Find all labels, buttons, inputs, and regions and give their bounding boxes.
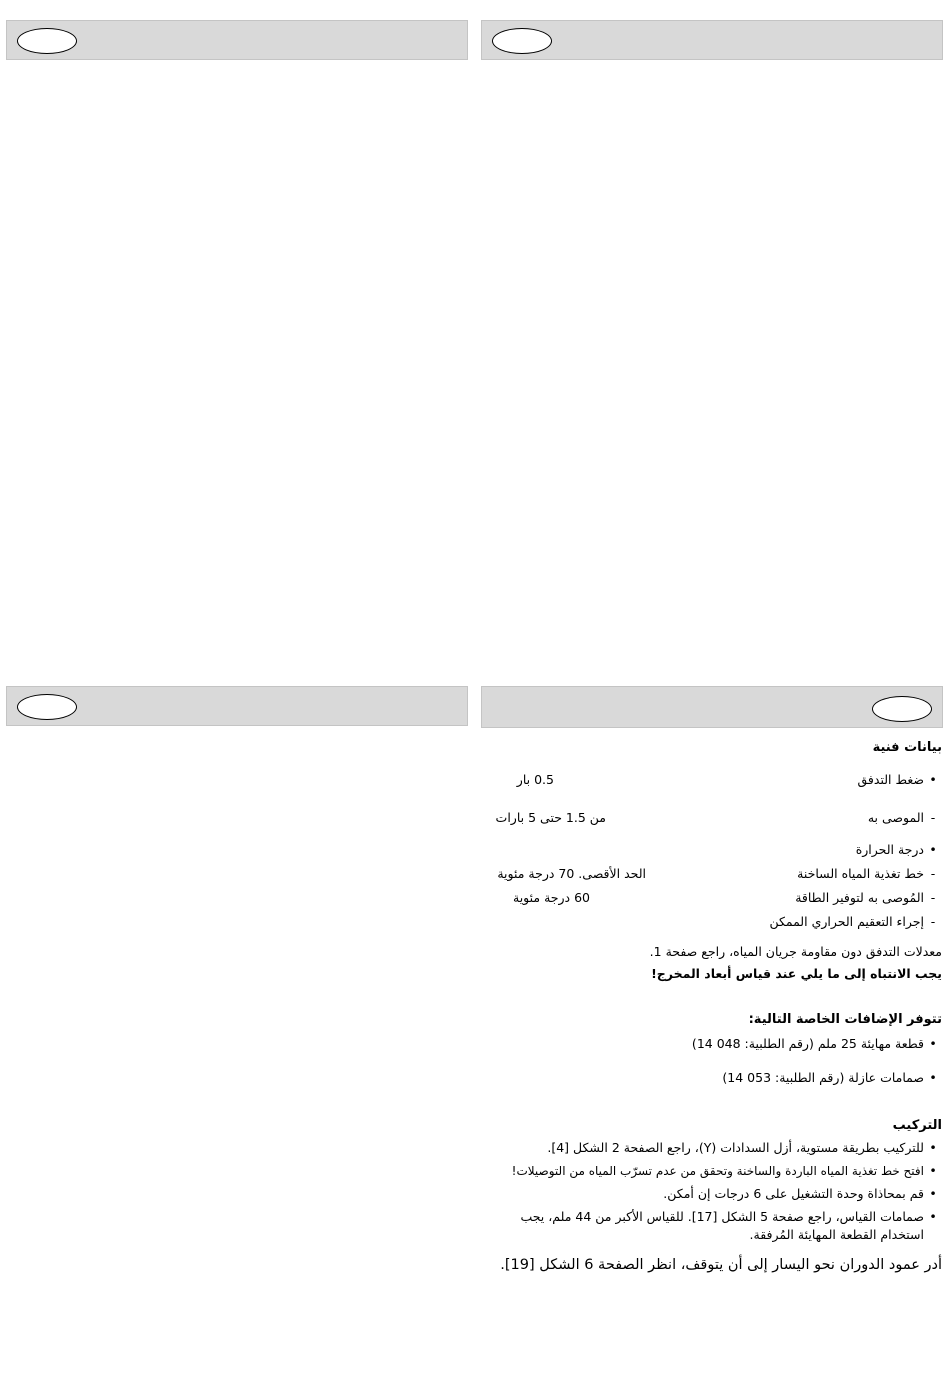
bullet-icon: • <box>929 1186 937 1201</box>
recommended-label: الموصى به <box>867 810 924 825</box>
hot-line-row <box>482 865 942 883</box>
energy-row <box>482 889 942 907</box>
dash-icon: - <box>930 810 936 825</box>
accessory-adapter: قطعة مهايئة 25 ملم (رقم الطلبية: 048 14) <box>691 1036 924 1051</box>
language-badge-oval <box>872 696 932 722</box>
bullet-icon: • <box>929 1036 937 1051</box>
accessory-item <box>482 1035 942 1053</box>
language-badge-oval <box>17 28 77 54</box>
temperature-row <box>482 841 942 859</box>
bullet-icon: • <box>929 842 937 857</box>
arabic-content <box>482 739 942 1274</box>
energy-label: المُوصى به لتوفير الطاقة <box>795 890 924 905</box>
dash-icon: - <box>930 914 936 929</box>
install-step <box>482 1208 942 1244</box>
dash-icon: - <box>930 890 936 905</box>
header-bar-bottom-right <box>481 686 943 728</box>
language-badge-oval <box>492 28 552 54</box>
flow-rate-note: معدلات التدفق دون مقاومة جريان المياه، راجع صفحة 1. <box>649 944 942 959</box>
bullet-icon: • <box>929 772 937 787</box>
temperature-label: درجة الحرارة <box>855 842 924 857</box>
install-step-3: قم بمحاذاة وحدة التشغيل على 6 درجات إن أمكن. <box>663 1186 924 1201</box>
header-bar-top-right <box>481 20 943 60</box>
outlet-warning: يجب الانتباه إلى ما يلي عند قياس أبعاد المخرج! <box>651 966 942 981</box>
tech-data-title: بيانات فنية <box>872 740 942 755</box>
flow-pressure-value: 0.5 بار <box>516 772 554 787</box>
header-bar-bottom-left <box>6 686 468 726</box>
flow-pressure-label: ضغط التدفق <box>857 772 924 787</box>
installation-title: التركيب <box>892 1118 942 1133</box>
bullet-icon: • <box>929 1163 937 1178</box>
hot-line-max: الحد الأقصى. 70 درجة مئوية <box>497 866 646 881</box>
install-step <box>482 1139 942 1157</box>
dash-icon: - <box>930 866 936 881</box>
accessories-title: تتوفر الإضافات الخاصة التالية: <box>748 1012 942 1027</box>
install-step <box>482 1162 942 1180</box>
header-bar-top-left <box>6 20 468 60</box>
accessory-item <box>482 1069 942 1087</box>
hot-line-label: خط تغذية المياه الساخنة <box>797 866 924 881</box>
final-instruction: أدر عمود الدوران نحو اليسار إلى أن يتوقف، انظر الصفحة 6 الشكل [19]. <box>500 1257 942 1273</box>
flow-pressure-row <box>482 771 942 789</box>
language-badge-oval <box>17 694 77 720</box>
install-step-2: افتح خط تغذية المياه الباردة والساخنة وتحقق من عدم تسرّب المياه من التوصيلات! <box>511 1164 924 1178</box>
bullet-icon: • <box>929 1209 937 1224</box>
bullet-icon: • <box>929 1070 937 1085</box>
install-step-4: صمامات القياس، راجع صفحة 5 الشكل [17]. للقياس الأكبر من 44 ملم، يجب استخدام القطعة المهايئة المُرفقة. <box>520 1209 924 1242</box>
recommended-row <box>482 809 942 827</box>
bullet-icon: • <box>929 1140 937 1155</box>
accessory-valves: صمامات عازلة (رقم الطلبية: 053 14) <box>722 1070 924 1085</box>
disinfection-row <box>482 913 942 931</box>
install-step-1: للتركيب بطريقة مستوية، أزل السدادات (Y)، راجع الصفحة 2 الشكل [4]. <box>547 1140 924 1155</box>
install-step <box>482 1185 942 1203</box>
recommended-value: من 1.5 حتى 5 بارات <box>495 810 606 825</box>
energy-value: 60 درجة مئوية <box>513 890 590 905</box>
disinfection-label: إجراء التعقيم الحراري الممكن <box>769 914 924 929</box>
